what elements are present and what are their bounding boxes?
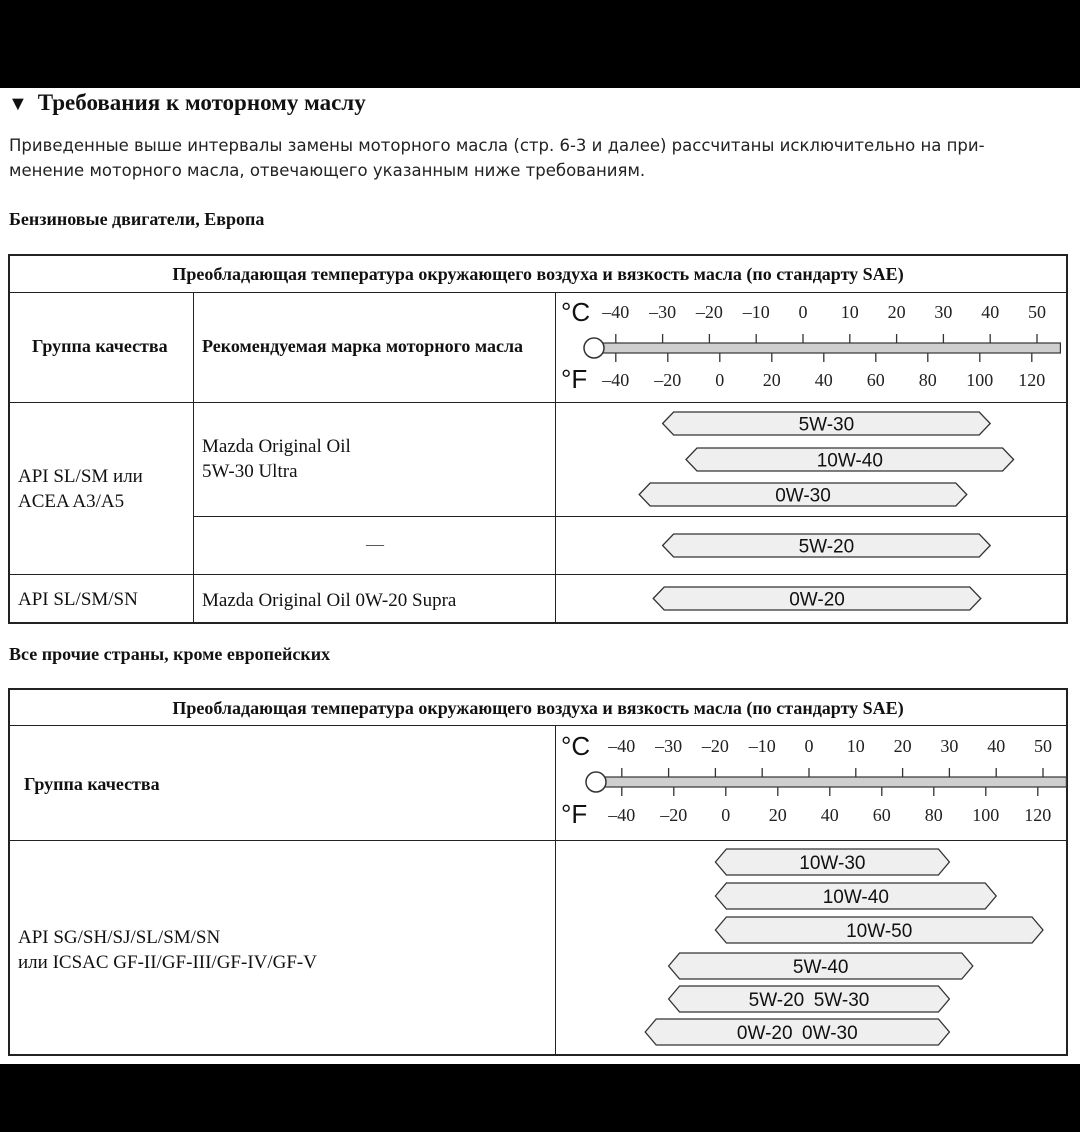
table1-brand-row1-line2: 5W-30 Ultra <box>202 461 298 482</box>
fahrenheit-tick-label: –40 <box>602 370 630 390</box>
viscosity-bar-label: 0W-20 0W-30 <box>736 1023 858 1044</box>
fahrenheit-tick-label: 80 <box>918 370 937 390</box>
viscosity-bar-label: 5W-30 <box>798 414 855 436</box>
celsius-tick-label: 10 <box>840 302 859 322</box>
table2-quality <box>18 925 317 975</box>
celsius-tick-label: 40 <box>987 736 1006 756</box>
celsius-tick-label: 0 <box>804 736 814 756</box>
table2-col-quality: Группа качества <box>24 774 160 794</box>
viscosity-bar-label: 10W-40 <box>822 887 889 908</box>
celsius-tick-label: 10 <box>846 736 865 756</box>
celsius-tick-label: –10 <box>742 302 770 322</box>
section-heading <box>8 90 366 116</box>
table2 <box>8 688 1068 1056</box>
table1-brand-row1-line1: Mazda Original Oil <box>202 436 351 457</box>
table2-divider <box>555 725 556 1056</box>
thermometer-tube <box>596 777 1066 787</box>
table2-quality-line2: или ICSAC GF-II/GF-III/GF-IV/GF-V <box>18 952 317 973</box>
celsius-tick-label: 30 <box>940 736 959 756</box>
celsius-tick-label: –40 <box>608 736 636 756</box>
fahrenheit-tick-label: 40 <box>820 805 839 825</box>
table1-section-title: Бензиновые двигатели, Европа <box>9 209 265 229</box>
table2-section-title: Все прочие страны, кроме европейских <box>9 644 331 664</box>
table1-temperature-scale <box>557 294 1069 402</box>
intro-paragraph <box>9 133 1069 183</box>
triangle-marker-icon: ▼ <box>8 93 28 115</box>
table2-divider <box>10 840 1066 841</box>
viscosity-bar-label: 5W-20 5W-30 <box>748 990 870 1011</box>
viscosity-bar-label: 0W-20 <box>789 589 845 611</box>
celsius-tick-label: 50 <box>1034 736 1052 756</box>
table2-header: Преобладающая температура окружающего воздуха и вязкость масла (по стандарту SAE) <box>172 698 904 718</box>
table1-divider <box>10 292 1066 293</box>
table1-brand-row2: Mazda Original Oil 0W-20 Supra <box>202 590 457 611</box>
celsius-tick-label: 40 <box>981 302 1000 322</box>
table1-divider <box>10 402 1066 403</box>
fahrenheit-unit-label: °F <box>561 364 588 394</box>
celsius-tick-label: –30 <box>649 302 677 322</box>
thermometer-bulb <box>586 772 606 792</box>
fahrenheit-tick-label: 20 <box>762 370 781 390</box>
celsius-tick-label: 0 <box>798 302 808 322</box>
fahrenheit-tick-label: –40 <box>608 805 636 825</box>
table1-quality-row1-line1: API SL/SM или <box>18 466 143 487</box>
bottom-frame <box>0 1064 1080 1132</box>
viscosity-bar-label: 10W-50 <box>846 921 913 942</box>
celsius-tick-label: 20 <box>887 302 906 322</box>
fahrenheit-unit-label: °F <box>561 799 588 829</box>
table1-divider <box>555 292 556 624</box>
celsius-tick-label: –10 <box>748 736 776 756</box>
viscosity-bar-label: 0W-30 <box>775 485 831 507</box>
celsius-tick-label: –20 <box>695 302 723 322</box>
celsius-tick-label: 30 <box>934 302 953 322</box>
fahrenheit-tick-label: 100 <box>972 805 1000 825</box>
fahrenheit-tick-label: 0 <box>715 370 725 390</box>
heading-text: Требования к моторному маслу <box>37 90 366 115</box>
table1-header: Преобладающая температура окружающего воздуха и вязкость масла (по стандарту SAE) <box>172 264 904 284</box>
table1-col-quality: Группа качества <box>32 336 168 356</box>
fahrenheit-tick-label: 100 <box>966 370 994 390</box>
fahrenheit-tick-label: 0 <box>721 805 731 825</box>
table1-quality-row2: API SL/SM/SN <box>18 589 138 610</box>
celsius-tick-label: –30 <box>655 736 683 756</box>
thermometer-tube <box>594 343 1060 353</box>
table1-quality-row1-line2: ACEA A3/A5 <box>18 491 125 512</box>
table2-divider <box>10 725 1066 726</box>
intro-line-2: менение моторного масла, отвечающего указанным ниже требованиям. <box>9 161 646 180</box>
table1-viscosity-chart <box>557 404 1069 624</box>
fahrenheit-tick-label: 60 <box>866 370 885 390</box>
viscosity-bar-label: 5W-40 <box>792 957 849 978</box>
table1-col-brand: Рекомендуемая марка моторного масла <box>202 336 524 356</box>
manual-page <box>0 88 1080 1064</box>
thermometer-bulb <box>584 338 604 358</box>
celsius-unit-label: °C <box>561 297 591 327</box>
celsius-tick-label: 50 <box>1028 302 1046 322</box>
table2-viscosity-chart <box>557 842 1069 1056</box>
fahrenheit-tick-label: 60 <box>872 805 891 825</box>
celsius-tick-label: 20 <box>893 736 912 756</box>
table1-divider <box>193 292 194 624</box>
celsius-unit-label: °C <box>561 731 591 761</box>
fahrenheit-tick-label: 20 <box>768 805 787 825</box>
celsius-tick-label: –20 <box>701 736 729 756</box>
fahrenheit-tick-label: 120 <box>1024 805 1052 825</box>
table1-brand-row1 <box>202 434 351 484</box>
fahrenheit-tick-label: 120 <box>1018 370 1046 390</box>
table1 <box>8 254 1068 624</box>
fahrenheit-tick-label: 80 <box>924 805 943 825</box>
viscosity-bar-label: 5W-20 <box>798 536 855 558</box>
table2-temperature-scale <box>557 727 1069 840</box>
table1-brand-dash: — <box>366 534 384 554</box>
fahrenheit-tick-label: –20 <box>660 805 688 825</box>
intro-line-1: Приведенные выше интервалы замены моторного масла (стр. 6-3 и далее) рассчитаны исключительно на при- <box>9 136 985 155</box>
table1-quality-row1 <box>18 464 143 514</box>
fahrenheit-tick-label: 40 <box>814 370 833 390</box>
table2-quality-line1: API SG/SH/SJ/SL/SM/SN <box>18 927 221 948</box>
fahrenheit-tick-label: –20 <box>654 370 682 390</box>
viscosity-bar-label: 10W-30 <box>799 853 866 874</box>
viscosity-bar-label: 10W-40 <box>816 450 883 472</box>
celsius-tick-label: –40 <box>602 302 630 322</box>
